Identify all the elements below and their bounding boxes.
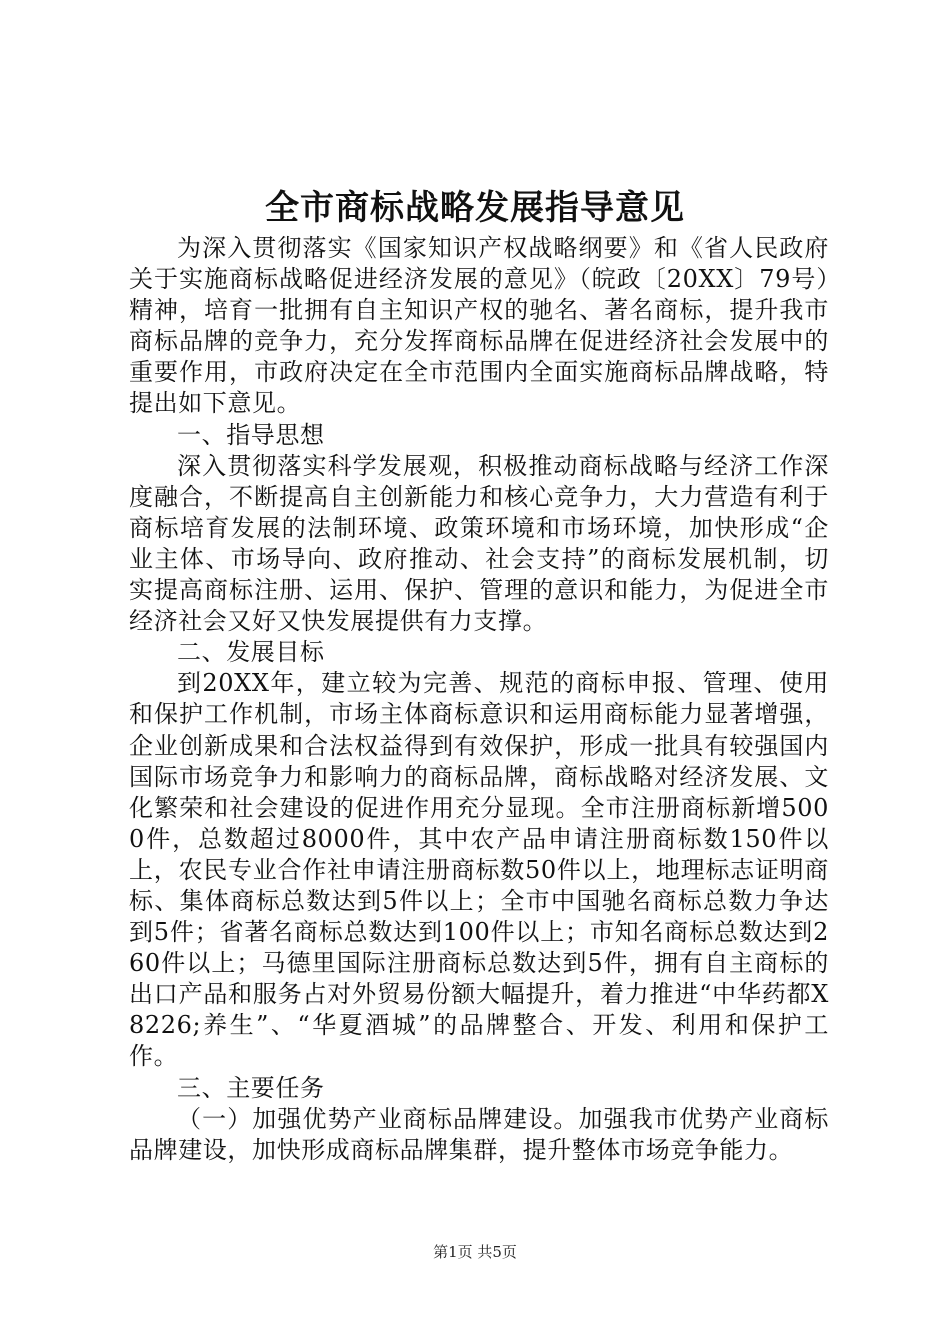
guiding-thought-paragraph: 深入贯彻落实科学发展观，积极推动商标战略与经济工作深度融合，不断提高自主创新能力和核心竞争力，大力营造有利于商标培育发展的法制环境、政策环境和市场环境，加快形成“企业主体、市场导向、政府推动、社会支持”的商标发展机制，切实提高商标注册、运用、保护、管理的意识和能力，为促进全市经济社会又好又快发展提供有力支撑。 xyxy=(129,451,829,636)
section-heading-development-goals: 二、发展目标 xyxy=(177,638,325,667)
page-footer: 第1页 共5页 xyxy=(433,1243,517,1261)
document-body xyxy=(129,233,829,1166)
development-goals-paragraph: 到20XX年，建立较为完善、规范的商标申报、管理、使用和保护工作机制，市场主体商标意识和运用商标能力显著增强，企业创新成果和合法权益得到有效保护，形成一批具有较强国内国际市场竞争力和影响力的商标品牌，商标战略对经济发展、文化繁荣和社会建设的促进作用充分显现。全市注册商标新增5000件，总数超过8000件，其中农产品申请注册商标数150件以上，农民专业合作社申请注册商标数50件以上，地理标志证明商标、集体商标总数达到5件以上；全市中国驰名商标总数力争达到5件；省著名商标总数达到100件以上；市知名商标总数达到260件以上；马德里国际注册商标总数达到5件，拥有自主商标的出口产品和服务占对外贸易份额大幅提升，着力推进“中华药都X8226;养生”、“华夏酒城”的品牌整合、开发、利用和保护工作。 xyxy=(129,669,829,1071)
document-title: 全市商标战略发展指导意见 xyxy=(265,188,685,228)
section-heading-main-tasks: 三、主要任务 xyxy=(177,1073,325,1102)
main-tasks-item-1-paragraph: （一）加强优势产业商标品牌建设。加强我市优势产业商标品牌建设，加快形成商标品牌集群，提升整体市场竞争能力。 xyxy=(129,1104,829,1164)
section-heading-guiding-thought: 一、指导思想 xyxy=(177,420,325,449)
intro-paragraph: 为深入贯彻落实《国家知识产权战略纲要》和《省人民政府关于实施商标战略促进经济发展的意见》（皖政〔20XX〕79号）精神，培育一批拥有自主知识产权的驰名、著名商标，提升我市商标品牌的竞争力，充分发挥商标品牌在促进经济社会发展中的重要作用，市政府决定在全市范围内全面实施商标品牌战略，特提出如下意见。 xyxy=(129,234,829,418)
